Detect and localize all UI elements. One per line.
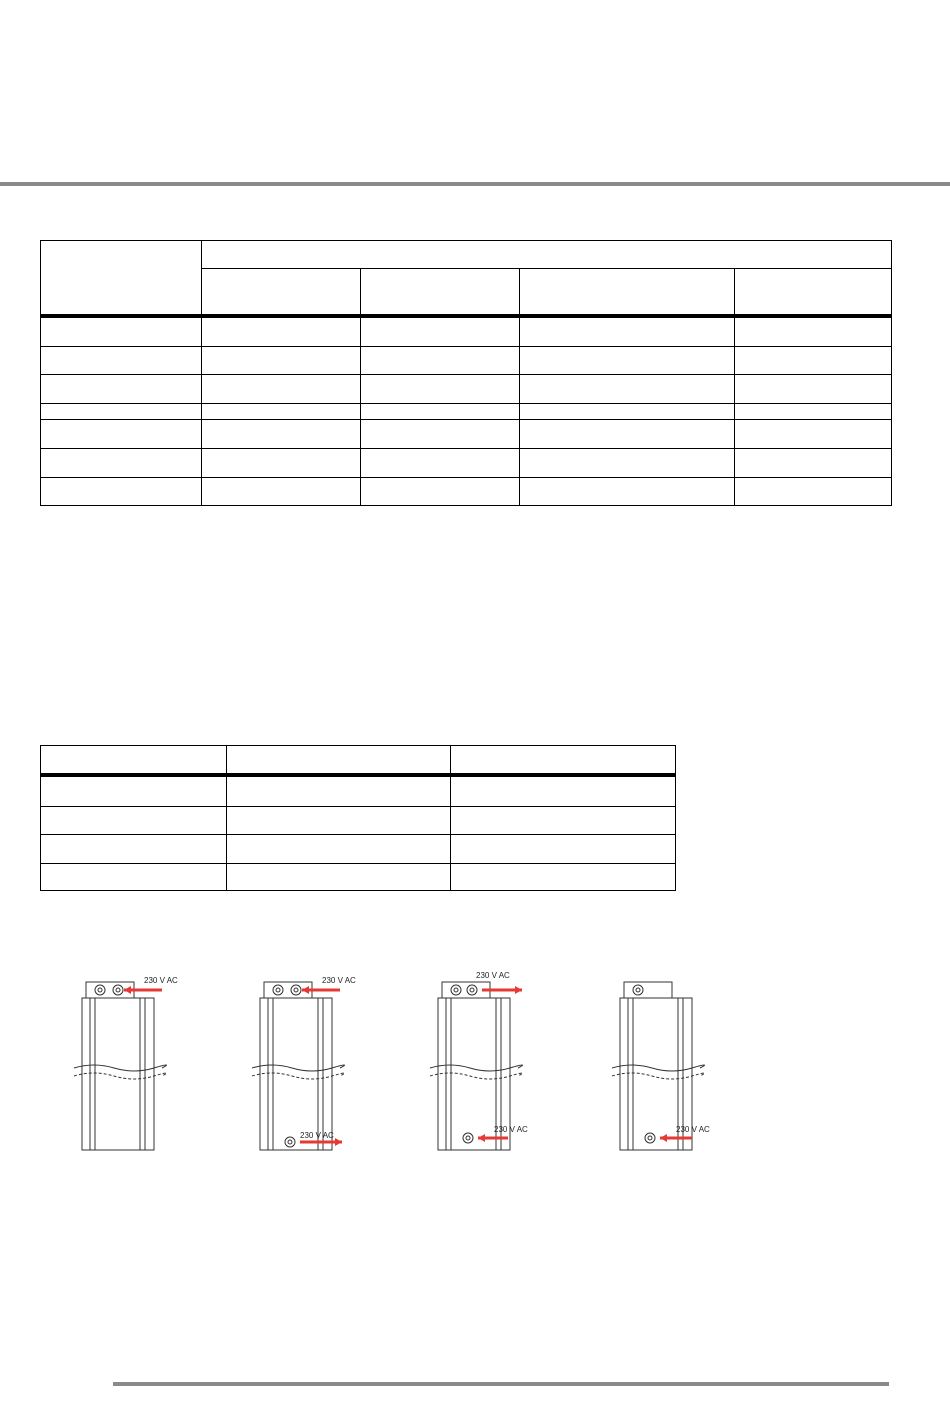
cabinet-connection-figure: [60, 968, 760, 1168]
table-cell: [226, 806, 450, 834]
table-cell: [226, 745, 450, 777]
table-cell: [40, 316, 202, 346]
table-cell: [40, 240, 202, 316]
table-cell: [360, 419, 519, 448]
table-cell: [202, 448, 360, 477]
table-cell: [40, 834, 226, 863]
table-cell: [734, 240, 892, 316]
table-cell: [202, 403, 360, 419]
table-cell: [734, 374, 892, 403]
bottom-socket-icon: [645, 1133, 655, 1143]
voltage-label: 230 V AC: [322, 976, 356, 985]
break-line-lower: [74, 1073, 167, 1079]
table-cell: [519, 316, 734, 346]
voltage-label: 230 V AC: [676, 1125, 710, 1134]
table-cell: [360, 374, 519, 403]
arrow-in-head: [660, 1134, 667, 1142]
table-cell: [202, 419, 360, 448]
table-cell: [519, 477, 734, 506]
table-cell: [40, 863, 226, 891]
arrow-out-head: [515, 986, 522, 994]
voltage-label: 230 V AC: [494, 1125, 528, 1134]
table-cell: [734, 448, 892, 477]
table-1: [40, 240, 892, 506]
table-cell: [202, 477, 360, 506]
table-cell: [734, 419, 892, 448]
bottom-socket-icon-inner: [466, 1136, 470, 1140]
voltage-label: 230 V AC: [144, 976, 178, 985]
break-line-lower: [252, 1073, 345, 1079]
table-cell: [519, 346, 734, 374]
table-cell: [360, 316, 519, 346]
table-cell: [519, 374, 734, 403]
table-cell: [226, 777, 450, 806]
table-cell: [450, 834, 676, 863]
table-cell: [40, 346, 202, 374]
table-cell: [734, 316, 892, 346]
table-cell: [226, 834, 450, 863]
table-cell: [202, 240, 360, 316]
table-cell: [519, 419, 734, 448]
footer-rule: [113, 1382, 889, 1386]
table-2: [40, 745, 676, 891]
break-line-upper: [430, 1065, 523, 1071]
table-cell: [734, 403, 892, 419]
break-line-upper: [612, 1065, 705, 1071]
table-cell: [519, 240, 734, 316]
table-cell: [450, 745, 676, 777]
break-line-upper: [252, 1065, 345, 1071]
table-cell: [40, 806, 226, 834]
table-cell: [450, 863, 676, 891]
table-cell: [40, 403, 202, 419]
break-line-lower: [430, 1073, 523, 1079]
table-cell: [450, 806, 676, 834]
table-cell: [202, 346, 360, 374]
table-cell: [40, 374, 202, 403]
table-cell: [360, 240, 519, 316]
voltage-label: 230 V AC: [476, 971, 510, 980]
bottom-socket-icon: [285, 1137, 295, 1147]
table-cell: [360, 346, 519, 374]
break-line-lower: [612, 1073, 705, 1079]
table-cell: [360, 477, 519, 506]
table-cell: [40, 477, 202, 506]
bottom-socket-icon-inner: [288, 1140, 292, 1144]
table-cell: [40, 745, 226, 777]
arrow-in-head: [478, 1134, 485, 1142]
arrow-out-head: [335, 1138, 342, 1146]
table-cell: [40, 448, 202, 477]
table-cell: [360, 403, 519, 419]
table-cell: [40, 777, 226, 806]
table-cell: [226, 863, 450, 891]
bottom-socket-icon-inner: [648, 1136, 652, 1140]
table-cell: [734, 477, 892, 506]
table-cell: [519, 403, 734, 419]
cabinet-body: [82, 998, 154, 1150]
table-cell: [202, 316, 360, 346]
voltage-label: 230 V AC: [300, 1131, 334, 1140]
top-connector-box: [624, 982, 672, 998]
table-cell: [734, 346, 892, 374]
bottom-socket-icon: [463, 1133, 473, 1143]
table-cell: [202, 374, 360, 403]
table-cell: [40, 419, 202, 448]
table-cell: [360, 448, 519, 477]
table-cell: [450, 777, 676, 806]
cabinet-body: [260, 998, 332, 1150]
break-line-upper: [74, 1065, 167, 1071]
table-cell: [519, 448, 734, 477]
header-rule: [0, 182, 950, 186]
